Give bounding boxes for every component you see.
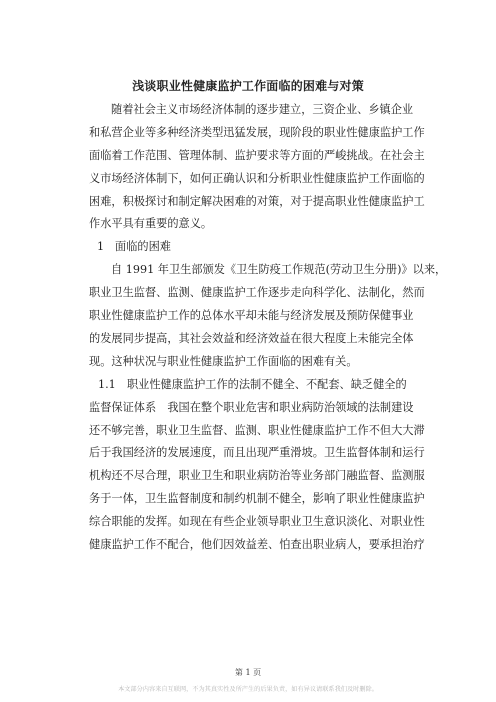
paragraph-2-line-2: 职业卫生监督、监测、健康监护工作逐步走向科学化、法制化，然而: [89, 286, 425, 299]
paragraph-3-line-4: 后于我国经济的发展速度，而且出现严重滑坡。卫生监督体制和运行: [89, 446, 425, 459]
paragraph-3-line-7: 综合职能的发挥。如现在有些企业领导职业卫生意识淡化、对职业性: [89, 515, 425, 528]
paragraph-3-line-5: 机构还不尽合理，职业卫生和职业病防治等业务部门融监督、监测服: [89, 469, 425, 482]
paragraph-3-line-2: 监督保证体系 我国在整个职业危害和职业病防治领域的法制建设: [89, 401, 414, 414]
paragraph-2-line-3: 职业性健康监护工作的总体水平却未能与经济发展及预防保健事业: [89, 309, 414, 322]
paragraph-3-line-3: 还不够完善，职业卫生监督、监测、职业性健康监护工作不但大大滞: [89, 424, 425, 437]
page-number: 第 1 页: [234, 668, 262, 677]
paragraph-3-line-1: 1.1 职业性健康监护工作的法制不健全、不配套、缺乏健全的: [98, 378, 407, 391]
section-heading-number: 1: [97, 240, 105, 253]
paragraph-1-line-1: 随着社会主义市场经济体制的逐步建立，三资企业、乡镇企业: [111, 103, 414, 116]
paragraph-1-line-5: 困难，积极探讨和制定解决困难的对策，对于提高职业性健康监护工: [89, 195, 425, 208]
paragraph-2-line-4: 的发展同步提高，其社会效益和经济效益在很大程度上未能完全体: [89, 332, 414, 345]
paragraph-2-line-5: 现。这种状况与职业性健康监护工作面临的困难有关。: [89, 355, 358, 368]
paragraph-2-line-1: 自 1991 年卫生部颁发《卫生防疫工作规范(劳动卫生分册)》以来，: [111, 263, 447, 276]
paragraph-3-line-6: 务于一体，卫生监督制度和制约机制不健全，影响了职业性健康监护: [89, 492, 425, 505]
paragraph-1-line-3: 面临着工作范围、管理体制、监护要求等方面的严峻挑战。在社会主: [89, 149, 425, 162]
section-heading-text: 面临的困难: [115, 240, 171, 253]
document-title: 浅谈职业性健康监护工作面临的困难与对策: [132, 79, 364, 93]
paragraph-3-line-8: 健康监护工作不配合，他们因效益差、怕查出职业病人，要承担治疗: [89, 538, 425, 551]
paragraph-1-line-6: 作水平具有重要的意义。: [89, 217, 213, 230]
footer-disclaimer: 本文部分内容来自互联网，不为其真实性及所产生的后果负责，如有异议请联系我们及时删除。: [118, 686, 378, 693]
paragraph-1-line-4: 义市场经济体制下，如何正确认识和分析职业性健康监护工作面临的: [89, 172, 425, 185]
paragraph-1-line-2: 和私营企业等多种经济类型迅猛发展，现阶段的职业性健康监护工作: [89, 126, 425, 139]
